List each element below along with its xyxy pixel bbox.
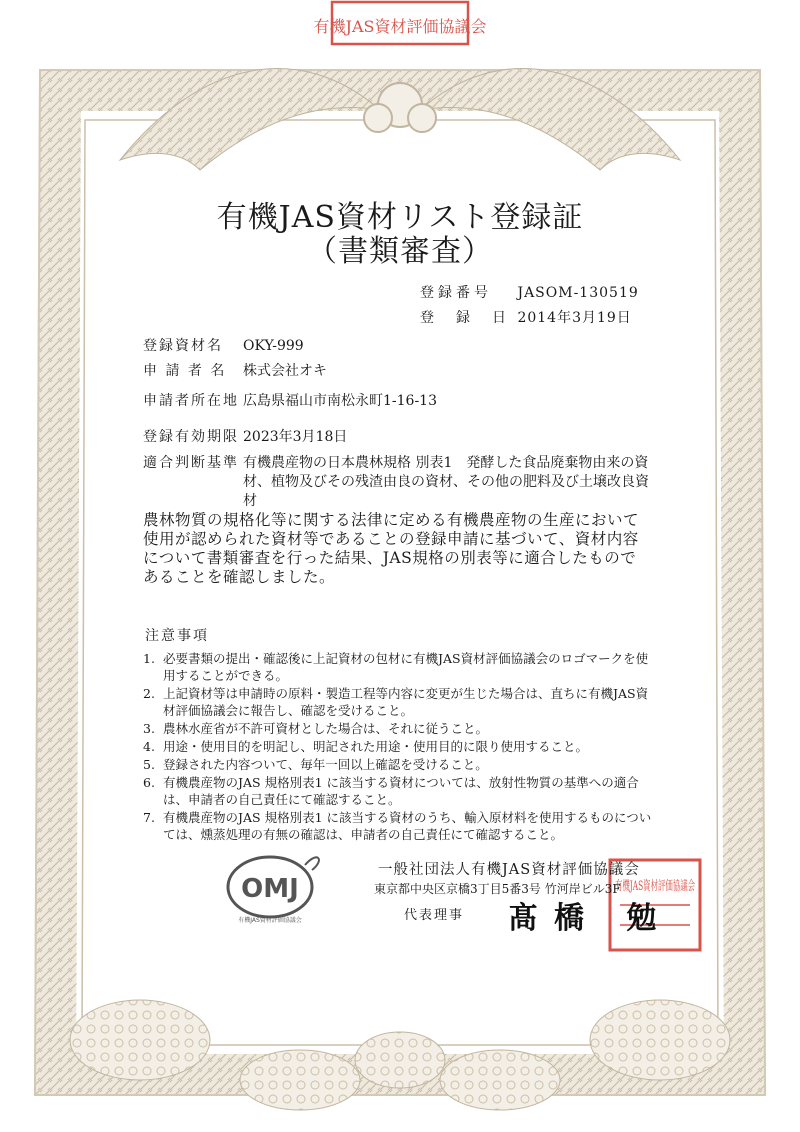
list-item: 4. 用途・使用目的を明記し、明記された用途・使用目的に限り使用すること。 <box>143 739 589 754</box>
field-applicant <box>143 362 327 381</box>
list-item: 3. 農林水産省が不許可資材とした場合は、それに従うこと。 <box>143 721 489 736</box>
representative-title: 代表理事 <box>404 908 465 923</box>
field-criteria <box>143 454 658 511</box>
representative-signature: 髙橋 勉 <box>508 901 673 936</box>
certificate-subtitle: （書類審査） <box>307 234 493 269</box>
registration-date-label: 登 録 日 <box>420 310 510 326</box>
seal-top-icon <box>314 2 487 44</box>
address-value: 広島県福山市南松永町1-16-13 <box>243 393 437 409</box>
field-address <box>143 392 437 411</box>
notes-heading: 注意事項 <box>145 628 209 644</box>
list-item: 6. 有機農産物のJAS 規格別表1 に該当する資材については、放射性物質の基準への適合は、申請者の自己責任にて確認すること。 <box>143 775 639 807</box>
list-item: 1. 必要書類の提出・確認後に上記資材の包材に有機JAS資材評価協議会のロゴマークを使用することができる。 <box>143 651 649 683</box>
omj-logo-mark: OMJ <box>241 874 299 904</box>
validity-label: 登録有効期限 <box>143 429 239 445</box>
seal-bottom-text: 有機JAS資材評価協議会 <box>615 879 756 894</box>
registration-number-value: JASOM-130519 <box>517 285 639 301</box>
list-item: 7. 有機農産物のJAS 規格別表1 に該当する資材のうち、輸入原材料を使用するものについては、燻蒸処理の有無の確認は、申請者の自己責任にて確認すること。 <box>143 810 652 842</box>
notes-list <box>143 650 655 844</box>
list-item: 2. 上記資材等は申請時の原料・製造工程等内容に変更が生じた場合は、直ちに有機JAS資材評価協議会に報告し、確認を受けること。 <box>143 686 649 718</box>
seal-top-text: 有機JAS資材評価協議会 <box>313 17 487 36</box>
field-validity <box>143 428 347 447</box>
applicant-value: 株式会社オキ <box>243 363 327 379</box>
address-label: 申請者所在地 <box>143 393 239 409</box>
issuer-address: 東京都中央区京橋3丁目5番3号 竹河岸ビル3F <box>374 882 621 896</box>
registration-date <box>420 307 632 327</box>
registration-number-label: 登録番号 <box>420 285 492 301</box>
applicant-label: 申 請 者 名 <box>143 363 227 379</box>
registration-number <box>420 282 639 302</box>
field-material <box>143 337 304 356</box>
issuer-org: 一般社団法人有機JAS資材評価協議会 <box>378 862 640 878</box>
material-label: 登録資材名 <box>143 338 223 354</box>
material-value: OKY-999 <box>243 338 304 354</box>
omj-logo-caption: 有機JAS資材評価協議会 <box>238 917 302 924</box>
validity-value: 2023年3月18日 <box>243 429 348 445</box>
registration-date-value: 2014年3月19日 <box>517 310 632 326</box>
omj-logo-icon <box>228 857 319 924</box>
list-item: 5. 登録された内容ついて、毎年一回以上確認を受けること。 <box>143 757 488 772</box>
criteria-value: 有機農産物の日本農林規格 別表1 発酵した食品廃棄物由来の資材、植物及びその残渣由良の資材、その他の肥料及び土壌改良資材 <box>243 455 649 509</box>
certification-statement: 農林物質の規格化等に関する法律に定める有機農産物の生産において使用が認められた資材等であることの登録申請に基づいて、資材内容について書類審査を行った結果、JAS規格の別表等に適合したものであることを確認しました。 <box>143 511 640 586</box>
criteria-label: 適合判断基準 <box>143 455 239 471</box>
certificate-title: 有機JAS資材リスト登録証 <box>216 200 584 235</box>
